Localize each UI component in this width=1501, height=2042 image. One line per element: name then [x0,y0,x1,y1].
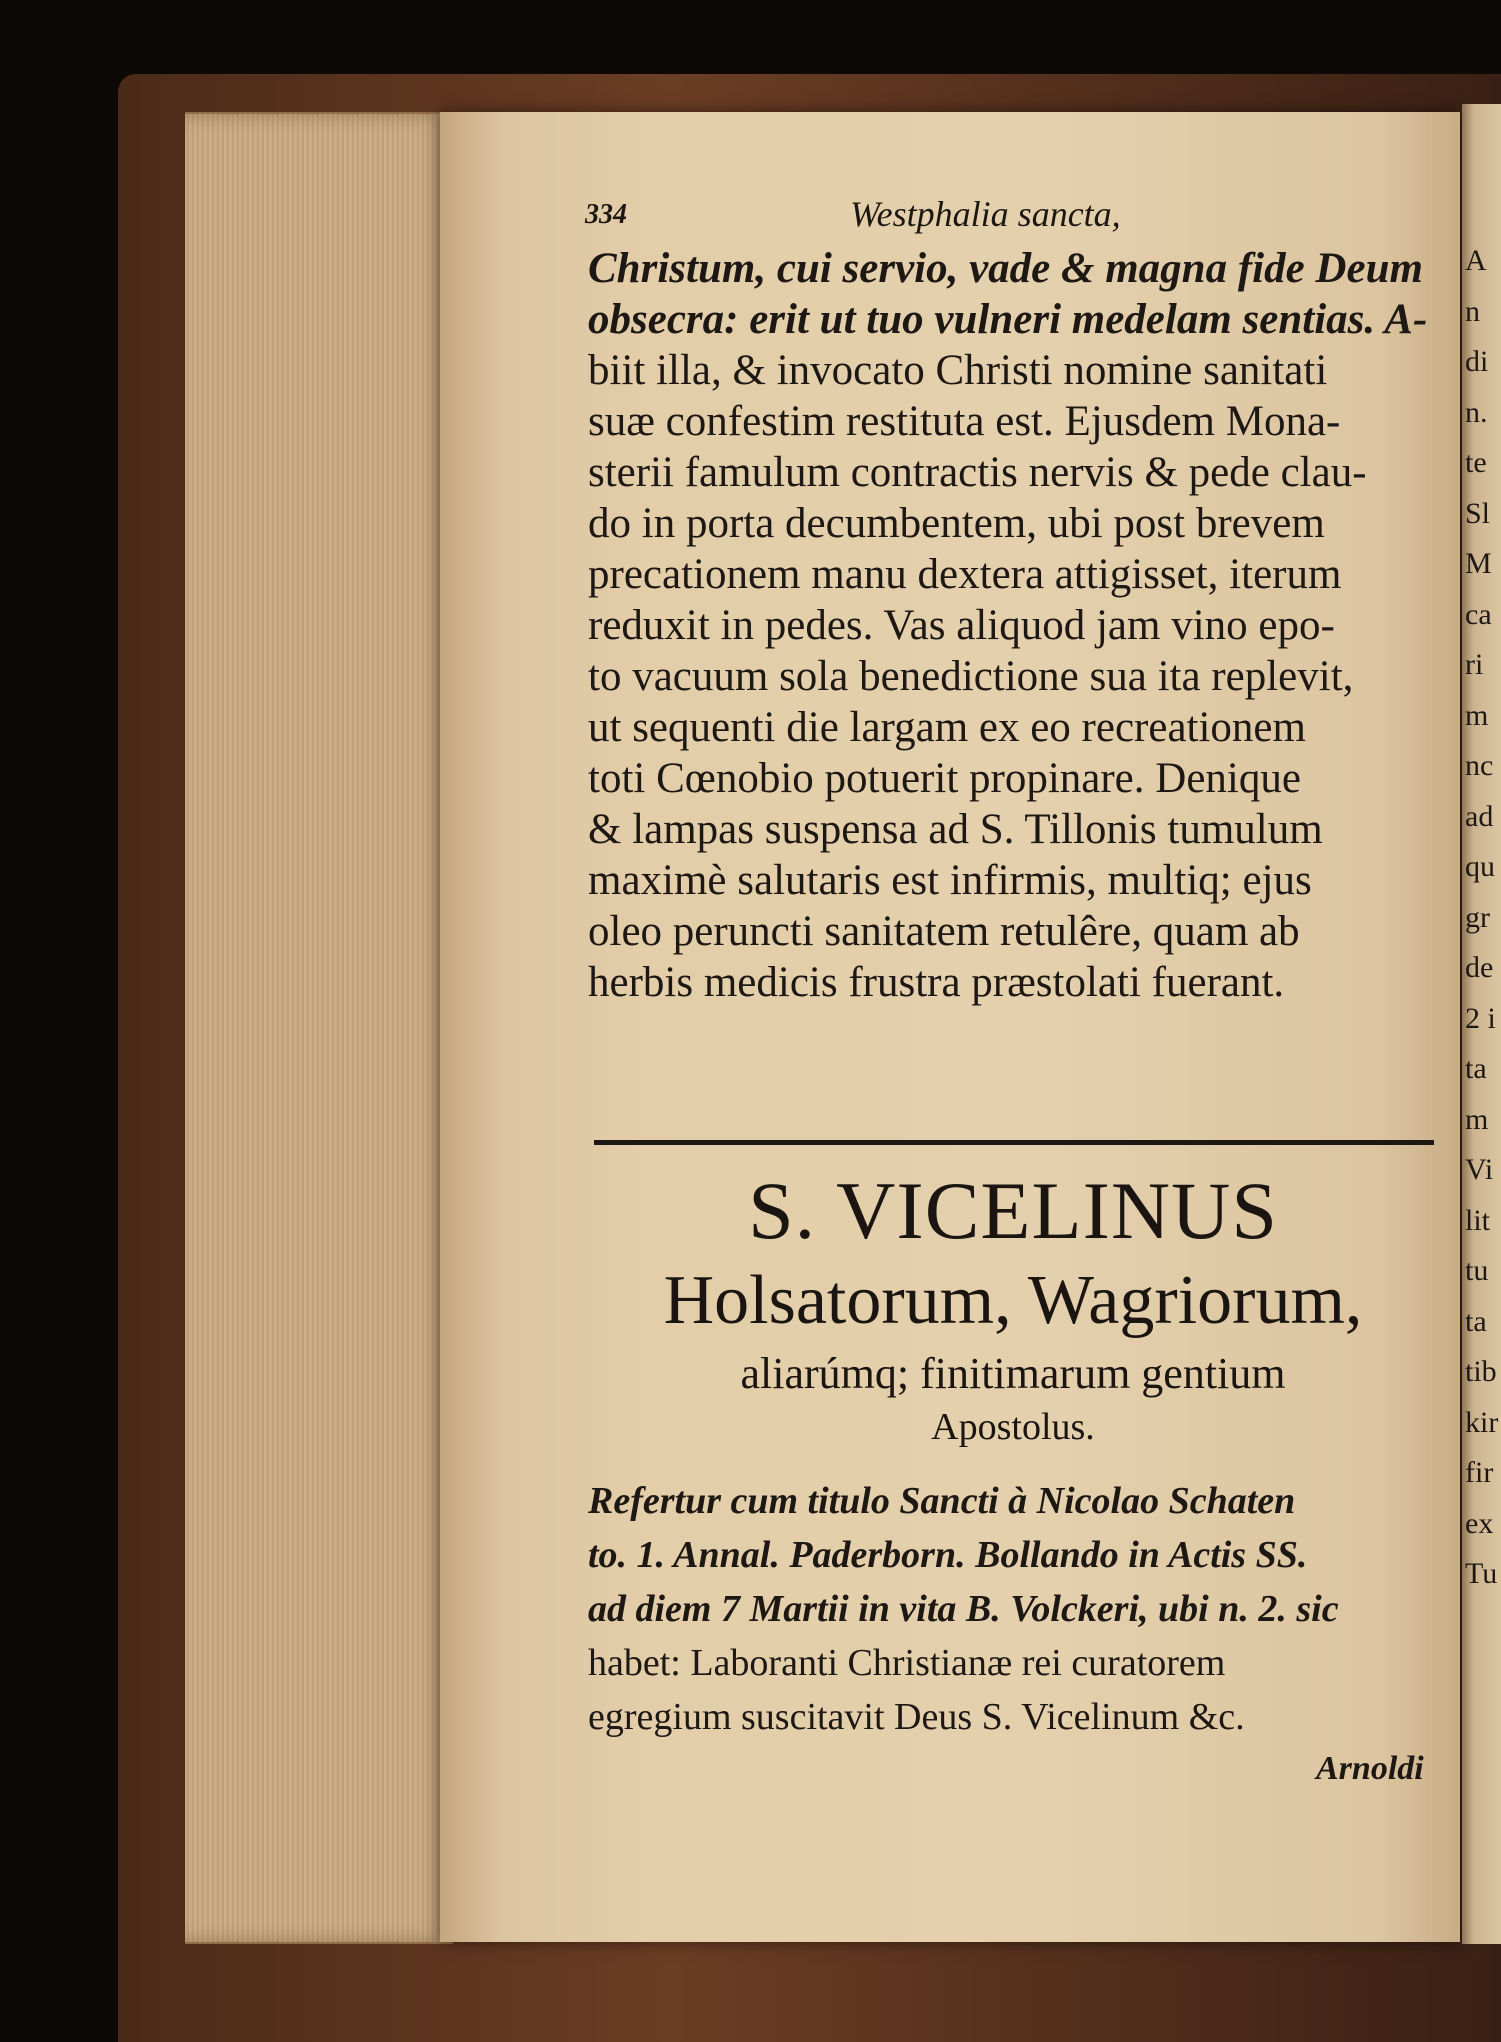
right-page-fragment: ex [1465,1506,1494,1540]
right-page-fragment: gr [1465,900,1490,934]
body-line: & lampas suspensa ad S. Tillonis tumulum [588,806,1323,853]
right-page-fragment: A [1465,244,1487,277]
body-line: biit illa, & invocato Christi nomine sanitati [588,347,1328,394]
reference-line: ad diem 7 Martii in vita B. Volckeri, ubi n. 2. sic [588,1588,1339,1630]
body-line: toti Cœnobio potuerit propinare. Denique [588,755,1301,802]
right-page-fragment: fir [1465,1456,1494,1489]
section-subtitle-line3: aliarúmq; finitimarum gentium [740,1349,1286,1398]
right-page-edge [1462,104,1501,1944]
right-page-fragment: ca [1465,597,1492,631]
reference-line: Refertur cum titulo Sancti à Nicolao Schaten [588,1480,1296,1522]
right-page-fragment: Vi [1465,1153,1494,1186]
body-line: oleo peruncti sanitatem retulêre, quam ab [588,908,1300,955]
right-page-fragment: ad [1465,799,1494,833]
right-page-fragment: 2 i [1465,1001,1496,1035]
page-header [585,193,1425,241]
reference-line: habet: Laboranti Christianæ rei curatorem [588,1642,1226,1684]
right-page-fragment: de [1465,951,1494,984]
right-page-fragment: tu [1465,1254,1489,1287]
right-page-fragment: lit [1465,1203,1491,1237]
body-line: precationem manu dextera attigisset, iterum [588,551,1342,598]
section-subtitle-line4: Apostolus. [931,1406,1095,1448]
body-line: do in porta decumbentem, ubi post brevem [588,500,1325,547]
body-line: to vacuum sola benedictione sua ita replevit, [588,653,1354,700]
body-line: sterii famulum contractis nervis & pede clau- [588,449,1367,496]
right-page-fragment: qu [1465,850,1495,883]
section-title: S. VICELINUS [748,1165,1278,1256]
right-page-fragment: ta [1465,1052,1487,1085]
right-page-fragment: ta [1465,1304,1487,1338]
body-line: maximè salutaris est infirmis, multiq; ejus [588,857,1312,904]
body-line: obsecra: erit ut tuo vulneri medelam sentias. A- [588,296,1428,343]
body-line: herbis medicis frustra præstolati fuerant. [588,959,1285,1006]
right-page-fragment: di [1465,345,1489,378]
right-page-fragment: M [1465,547,1492,580]
right-page-fragment: tib [1465,1355,1497,1388]
reference-text [588,1474,1438,1744]
right-page-fragment: n. [1465,395,1488,429]
right-page-fragment: m [1465,698,1489,732]
body-line: Christum, cui servio, vade & magna fide Deum [588,245,1423,292]
right-page-fragment: Tu [1465,1557,1498,1590]
right-page-fragment: nc [1465,749,1494,782]
right-page-fragment: Sl [1465,496,1491,530]
section-rule [594,1140,1434,1145]
page-number: 334 [585,199,627,230]
running-head: Westphalia sancta, [850,194,1121,234]
reference-line: to. 1. Annal. Paderborn. Bollando in Actis SS. [588,1534,1308,1576]
body-text [588,243,1438,1008]
page-edges [185,112,453,1944]
right-page-fragment: n [1465,294,1480,328]
body-line: reduxit in pedes. Vas aliquod jam vino epo- [588,602,1335,649]
right-page-fragment: m [1465,1102,1489,1136]
right-page-fragment: te [1465,446,1487,479]
section-subtitle: Holsatorum, Wagriorum, [663,1262,1363,1339]
catchword: Arnoldi [1316,1750,1424,1787]
right-page-fragment: ri [1465,648,1484,681]
body-line: ut sequenti die largam ex eo recreationem [588,704,1306,751]
reference-line: egregium suscitavit Deus S. Vicelinum &c. [588,1696,1245,1738]
right-page-fragment: kir [1465,1405,1499,1439]
body-line: suæ confestim restituta est. Ejusdem Mona- [588,398,1341,445]
